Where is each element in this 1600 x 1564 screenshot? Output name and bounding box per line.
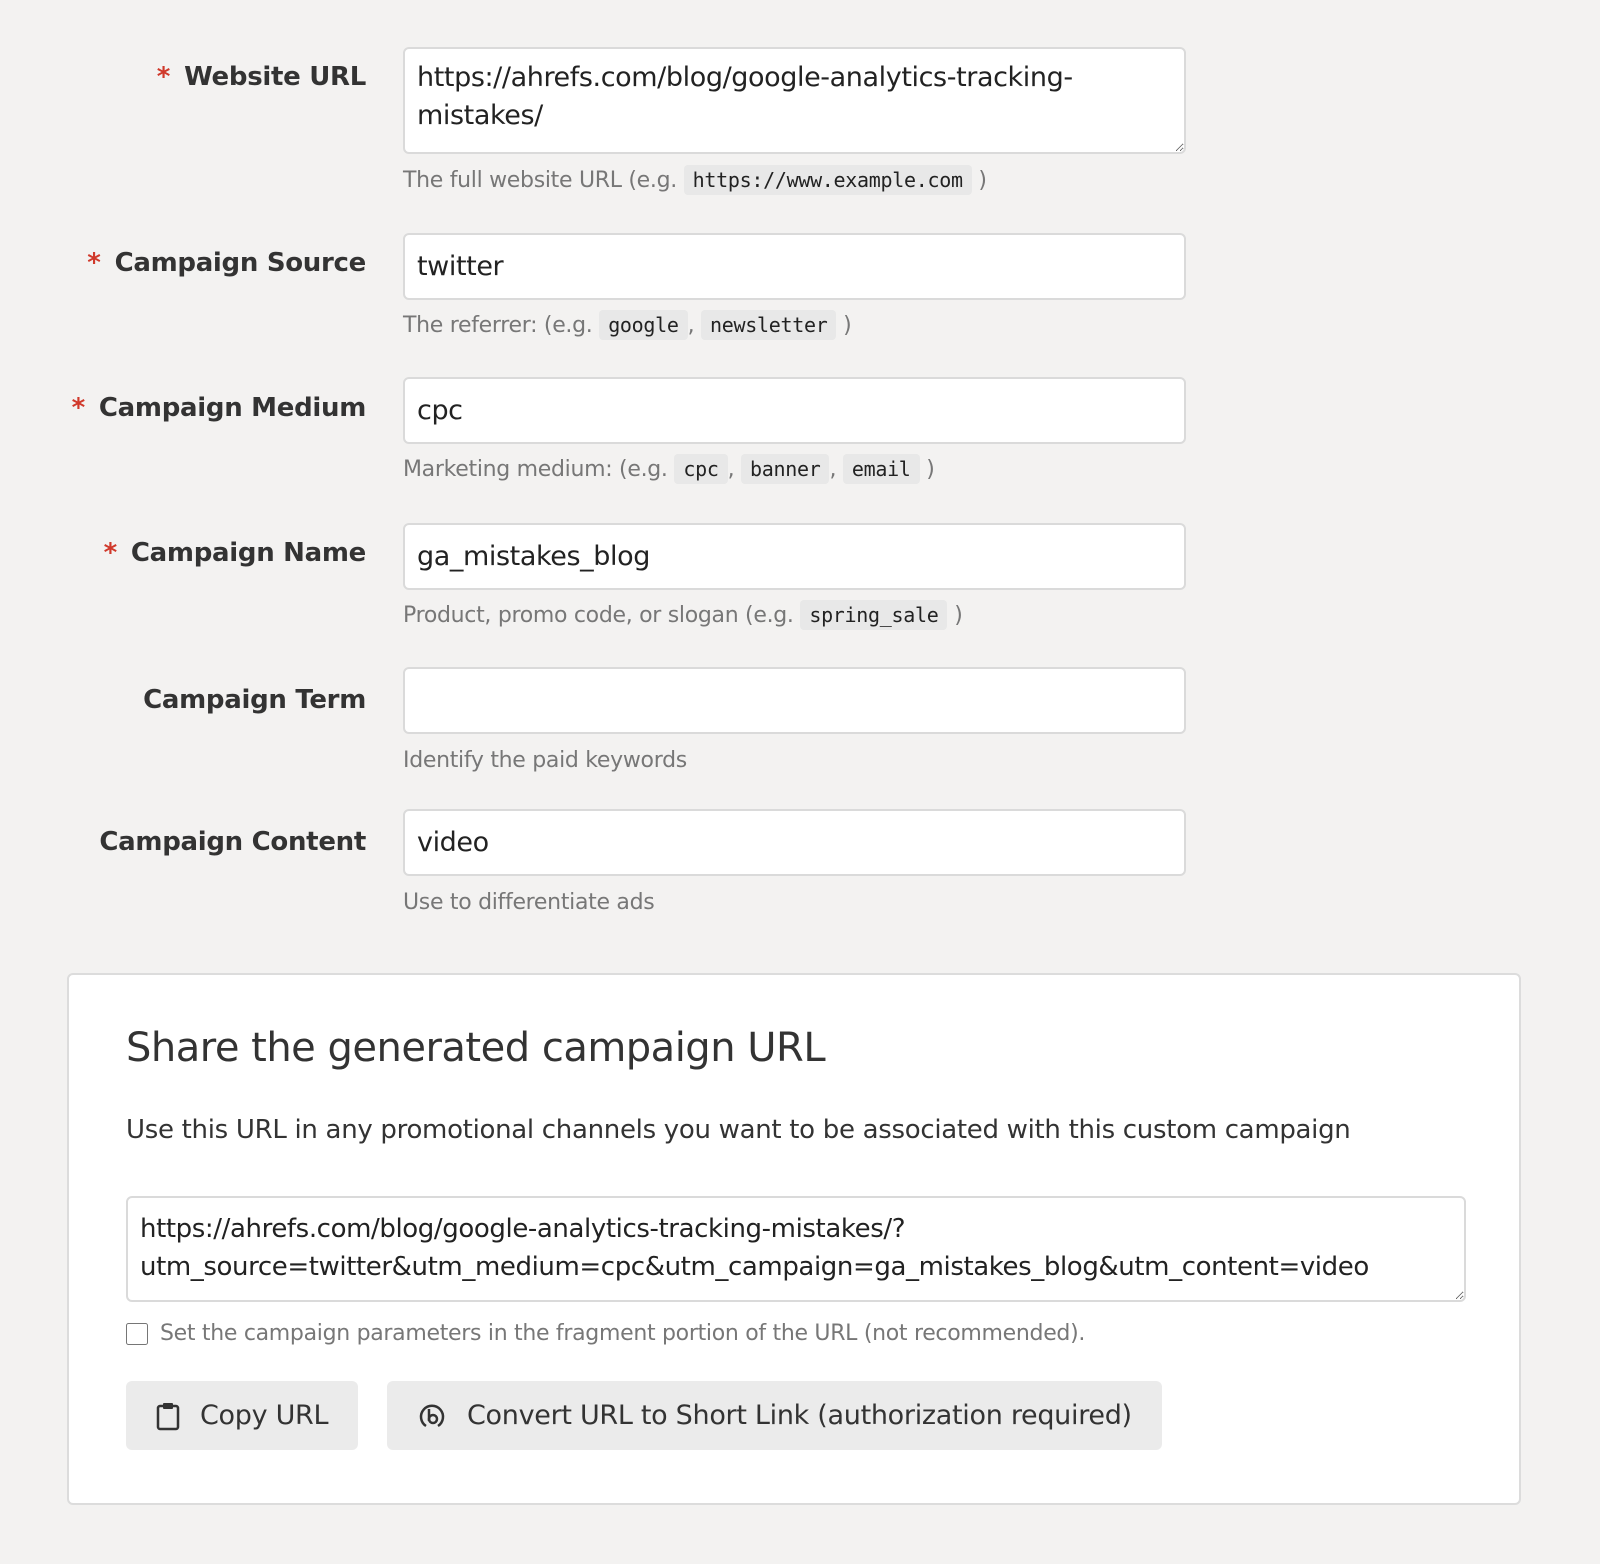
campaign-term-help: Identify the paid keywords bbox=[403, 748, 687, 773]
campaign-name-help bbox=[403, 603, 962, 628]
generated-url-output[interactable] bbox=[126, 1196, 1466, 1302]
clipboard-icon bbox=[156, 1401, 180, 1431]
label-text: Campaign Name bbox=[130, 538, 366, 568]
example-code: cpc bbox=[674, 454, 727, 484]
help-text: The referrer: (e.g. bbox=[403, 313, 593, 338]
example-code: google bbox=[599, 310, 687, 340]
help-text: Product, promo code, or slogan (e.g. bbox=[403, 603, 794, 628]
copy-url-button[interactable] bbox=[126, 1381, 358, 1450]
required-mark: * bbox=[87, 248, 101, 278]
campaign-content-input[interactable] bbox=[403, 809, 1186, 876]
campaign-medium-input[interactable] bbox=[403, 377, 1186, 444]
example-code: newsletter bbox=[701, 310, 836, 340]
campaign-term-input[interactable] bbox=[403, 667, 1186, 734]
campaign-content-help: Use to differentiate ads bbox=[403, 890, 655, 915]
campaign-source-help bbox=[403, 313, 851, 338]
label-text: Website URL bbox=[184, 62, 366, 92]
comma: , bbox=[727, 457, 735, 482]
example-code: banner bbox=[741, 454, 829, 484]
short-link-button[interactable] bbox=[387, 1381, 1162, 1450]
campaign-name-input[interactable] bbox=[403, 523, 1186, 590]
help-close: ) bbox=[954, 603, 963, 628]
help-text: The full website URL (e.g. bbox=[403, 168, 677, 193]
campaign-source-label bbox=[87, 248, 366, 278]
example-code: https://www.example.com bbox=[684, 165, 972, 195]
short-link-label: Convert URL to Short Link (authorization required) bbox=[467, 1400, 1132, 1431]
share-panel bbox=[67, 973, 1521, 1505]
share-title: Share the generated campaign URL bbox=[126, 1025, 826, 1071]
help-text: Marketing medium: (e.g. bbox=[403, 457, 668, 482]
help-close: ) bbox=[926, 457, 935, 482]
required-mark: * bbox=[71, 393, 85, 423]
campaign-term-label: Campaign Term bbox=[143, 685, 366, 715]
fragment-checkbox[interactable] bbox=[126, 1323, 148, 1345]
fragment-option[interactable] bbox=[126, 1321, 1085, 1346]
example-code: spring_sale bbox=[800, 600, 947, 630]
label-text: Campaign Source bbox=[114, 248, 366, 278]
example-code: email bbox=[843, 454, 920, 484]
campaign-medium-help bbox=[403, 457, 935, 482]
share-description: Use this URL in any promotional channels you want to be associated with this custom campaign bbox=[126, 1115, 1351, 1145]
campaign-source-input[interactable] bbox=[403, 233, 1186, 300]
campaign-content-label: Campaign Content bbox=[99, 827, 366, 857]
help-close: ) bbox=[978, 168, 987, 193]
website-url-help bbox=[403, 168, 987, 193]
campaign-medium-label bbox=[72, 393, 366, 423]
website-url-input[interactable] bbox=[403, 47, 1186, 154]
label-text: Campaign Medium bbox=[98, 393, 366, 423]
required-mark: * bbox=[103, 538, 117, 568]
fragment-checkbox-label: Set the campaign parameters in the fragment portion of the URL (not recommended). bbox=[160, 1321, 1086, 1346]
comma: , bbox=[829, 457, 837, 482]
help-close: ) bbox=[843, 313, 852, 338]
copy-url-label: Copy URL bbox=[200, 1400, 329, 1431]
website-url-label bbox=[157, 62, 366, 92]
comma: , bbox=[687, 313, 695, 338]
bitly-icon bbox=[417, 1401, 447, 1431]
required-mark: * bbox=[156, 62, 171, 92]
campaign-name-label bbox=[104, 538, 366, 568]
